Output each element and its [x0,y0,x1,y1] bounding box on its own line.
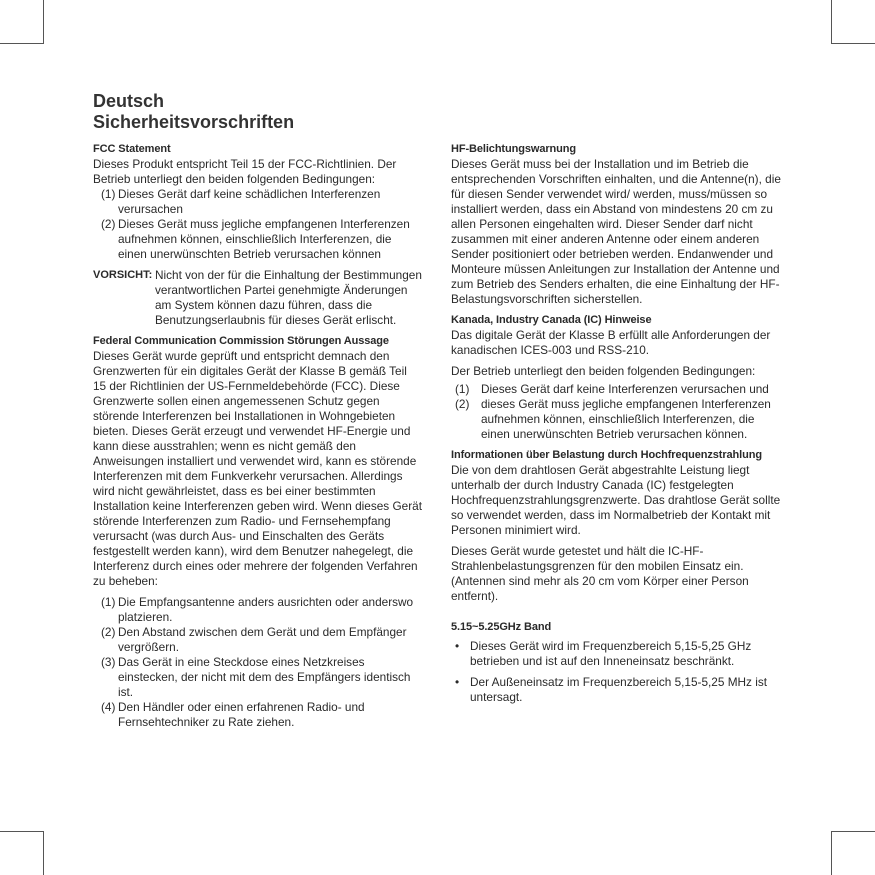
crop-mark [0,831,44,832]
page-title [93,91,294,133]
ic-conditions-list [451,382,781,442]
band-heading: 5.15~5.25GHz Band [451,621,552,633]
ic-heading: Kanada, Industry Canada (IC) Hinweise [451,314,652,326]
list-item: (2) Dieses Gerät muss jegliche empfangenen Interferenzen aufnehmen können, einschließlich Interferenzen, die einen unerwünschten Betrieb verursachen können [101,217,410,261]
ic-text: Das digitale Gerät der Klasse B erfüllt alle Anforderungen der kanadischen ICES-003 und RSS-210. [451,328,771,357]
hf-heading: Informationen über Belastung durch Hochfrequenzstrahlung [451,449,762,461]
crop-mark [831,0,832,44]
ic-intro: Der Betrieb unterliegt den beiden folgenden Bedingungen: [451,364,756,378]
list-item: (4) Den Händler oder einen erfahrenen Radio- und Fernsehtechniker zu Rate ziehen. [101,700,365,729]
fcc-intro: Dieses Produkt entspricht Teil 15 der FCC-Richtlinien. Der Betrieb unterliegt den beiden folgenden Bedingungen: [93,157,397,186]
rf-heading: HF-Belichtungswarnung [451,143,577,155]
crop-mark [43,0,44,44]
caution-label: VORSICHT: [93,269,153,281]
hf-text-1: Die von dem drahtlosen Gerät abgestrahlte Leistung liegt unterhalb der durch Industry Canada (IC) festgelegten Hochfrequenzstrahlungsgrenzwerte. Das drahtlose Gerät sollte so verwendet werden, dass im Normalbetrieb der Kontakt mit Personen minimiert wird. [451,463,781,537]
caution-block [93,268,423,328]
rf-text: Dieses Gerät muss bei der Installation und im Betrieb die entsprechenden Vorschriften einhalten, und die Antenne(n), die für diesen Sender verwendet wird/ werden, muss/müssen so installiert werden, dass ein Abstand von mindestens 20 cm zu allen Personen eingehalten wird. Dieser Sender darf nicht zusammen mit einer anderen Antenne oder einem anderen Sender positioniert oder betrieben werden. Endanwender und Monteure müssen Anleitungen zur Installation der Antenne und zum Betrieb des Senders erhalten, die eine Einhaltung der HF-Belastungsvorschriften sicherstellen. [451,157,781,306]
list-item: (1) Die Empfangsantenne anders ausrichten oder anderswo platzieren. [101,595,414,624]
crop-mark [43,831,44,875]
list-item: • Dieses Gerät wird im Frequenzbereich 5,15-5,25 GHz betrieben und ist auf den Inneneinsatz beschränkt. [455,639,752,668]
list-item: (1) Dieses Gerät darf keine schädlichen Interferenzen verursachen [101,187,381,216]
fcc-conditions-list [93,187,423,262]
title-language: Deutsch [93,91,165,111]
list-item: (2) Den Abstand zwischen dem Gerät und dem Empfänger vergrößern. [101,625,407,654]
right-column [451,142,781,705]
crop-mark [831,43,875,44]
list-item: • Der Außeneinsatz im Frequenzbereich 5,15-5,25 MHz ist untersagt. [455,675,768,704]
crop-mark [0,43,44,44]
title-main: Sicherheitsvorschriften [93,112,295,132]
band-list [451,639,781,705]
remedies-list [93,595,423,730]
crop-mark [831,831,875,832]
hf-text-2: Dieses Gerät wurde getestet und hält die IC-HF-Strahlenbelastungsgrenzen für den mobilen Einsatz ein. (Antennen sind mehr als 20 cm vom Körper einer Person entfernt). [451,544,749,603]
list-item: (2) dieses Gerät muss jegliche empfangenen Interferenzen aufnehmen können, einschließlich Interferenzen, die einen unerwünschten Betrieb verursachen können. [455,397,771,441]
list-item: (1) Dieses Gerät darf keine Interferenzen verursachen und [455,382,769,396]
list-item: (3) Das Gerät in eine Steckdose eines Netzkreises einstecken, der nicht mit dem des Empfängers identisch ist. [101,655,411,699]
fedcomm-text: Dieses Gerät wurde geprüft und entspricht demnach den Grenzwerten für ein digitales Gerät der Klasse B gemäß Teil 15 der Richtlinien der US-Fernmeldebehörde (FCC). Diese Grenzwerte sollen einen angemessenen Schutz gegen störende Interferenzen bei Installationen in Wohngebieten bieten. Dieses Gerät erzeugt und verwendet HF-Energie und kann diese ausstrahlen; wenn es nicht gemäß den Anweisungen installiert und verwendet wird, kann es störende Interferenzen mit dem Funkverkehr verursachen. Allerdings wird nicht gewährleistet, dass es bei einer bestimmten Installation keine Interferenzen geben wird. Wenn dieses Gerät störende Interferenzen zum Radio- und Fernsehempfang verursacht (was durch Aus- und Einschalten des Geräts festgestellt werden kann), wird dem Benutzer nahegelegt, die Interferenz durch eines oder mehrere der folgenden Verfahren zu beheben: [93,349,422,588]
left-column [93,142,423,730]
fcc-heading: FCC Statement [93,143,171,155]
crop-mark [831,831,832,875]
fedcomm-heading: Federal Communication Commission Störungen Aussage [93,335,389,347]
caution-text: Nicht von der für die Einhaltung der Bestimmungen verantwortlichen Partei genehmigte Änderungen am System können dazu führen, dass die Benutzungserlaubnis für dieses Gerät erlischt. [155,268,422,327]
